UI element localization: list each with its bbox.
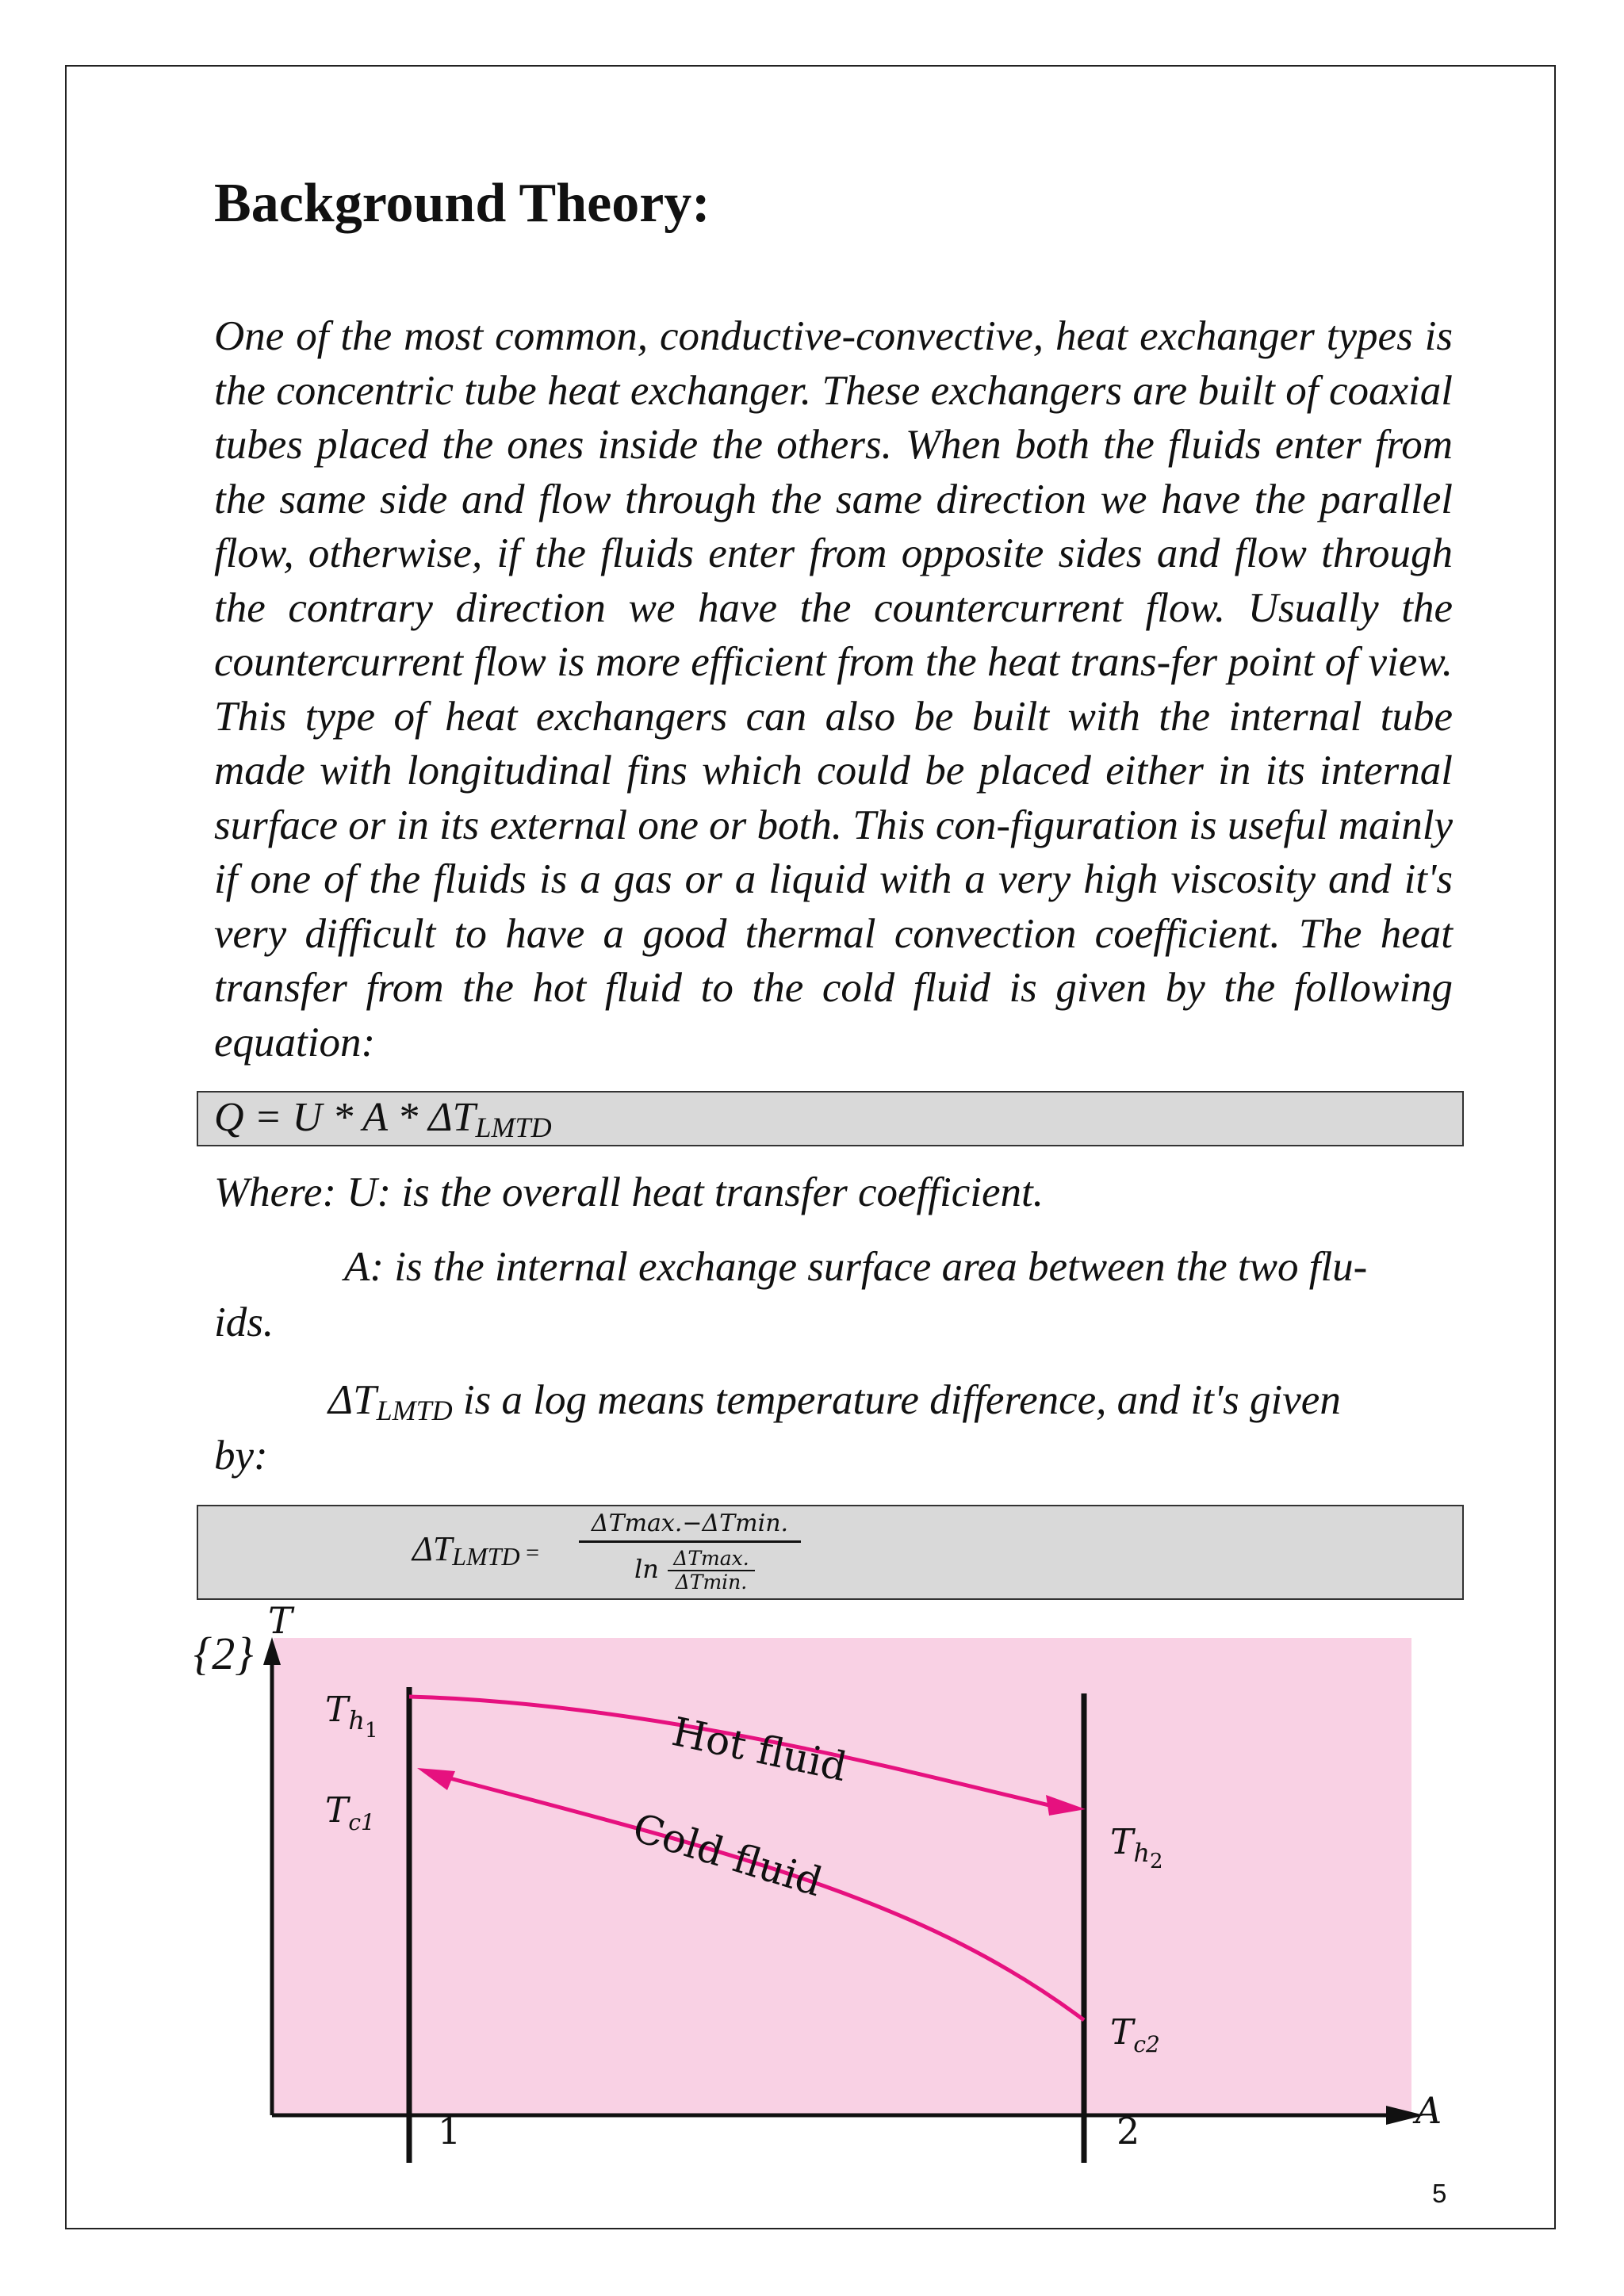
x-tick-2: 2	[1116, 2110, 1140, 2152]
where-a-text: A: is the internal exchange surface area between the two flu-	[344, 1244, 1368, 1290]
figure-reference: {2}	[193, 1628, 254, 1679]
label-tc1: $T_{c1}$	[325, 1790, 375, 1835]
lmtd-symbol-sub: LMTD	[376, 1395, 453, 1426]
equation-subscript: LMTD	[475, 1112, 552, 1143]
equation-main: Q = U * A * ΔT	[214, 1095, 476, 1140]
page-title: Background Theory:	[214, 173, 710, 234]
where-a-text-cont: ids.	[214, 1299, 274, 1345]
chart-background	[274, 1638, 1411, 2114]
label-th2: $T_h2$	[1110, 1822, 1163, 1873]
hot-fluid-label: Hot fluid	[668, 1709, 851, 1791]
ln-operator: ln	[634, 1554, 659, 1584]
lmtd-description-text: is a log means temperature difference, and it's given	[452, 1377, 1341, 1423]
body-paragraph: One of the most common, conductive-convective, heat exchanger types is the concentric tube heat exchanger. These exchangers are built of coaxial tubes placed the ones inside the others. When both the fluids enter from the same side and flow through the same direction we have the parallel flow, otherwise, if the fluids enter from opposite sides and flow through the contrary direction we have the countercurrent flow. Usually the countercurrent flow is more efficient from the heat trans-fer point of view. This type of heat exchangers can also be built with the internal tube made with longitudinal fins which could be placed either in its internal surface or in its external one or both. This con-figuration is useful mainly if one of the fluids is a gas or a liquid with a very high viscosity and it's very difficult to have a good thermal convection coefficient. The heat transfer from the hot fluid to the cold fluid is given by the following equation:	[214, 313, 1453, 1066]
label-tc2: $T_{c2}$	[1110, 2012, 1160, 2057]
label-th1: $T_{h1}$	[325, 1689, 378, 1743]
y-axis-label: T	[268, 1599, 293, 1642]
x-tick-1: 1	[438, 2110, 462, 2152]
where-u-text: Where: U: is the overall heat transfer coefficient.	[214, 1169, 1044, 1215]
page-number: 5	[1432, 2179, 1447, 2208]
lmtd-lhs-sub: LMTD	[452, 1542, 520, 1571]
lmtd-numerator: ΔTmax.−ΔTmin.	[579, 1510, 801, 1543]
lmtd-equals: =	[519, 1540, 540, 1566]
lmtd-description-cont: by:	[214, 1433, 268, 1479]
lmtd-lhs-symbol: ΔT	[412, 1529, 453, 1568]
lmtd-symbol: ΔT	[328, 1377, 377, 1423]
inner-denominator: ΔTmin.	[675, 1571, 748, 1594]
inner-numerator: ΔTmax.	[668, 1548, 755, 1571]
cold-fluid-label: Cold fluid	[627, 1804, 828, 1906]
x-axis-label: A	[1415, 2089, 1442, 2132]
